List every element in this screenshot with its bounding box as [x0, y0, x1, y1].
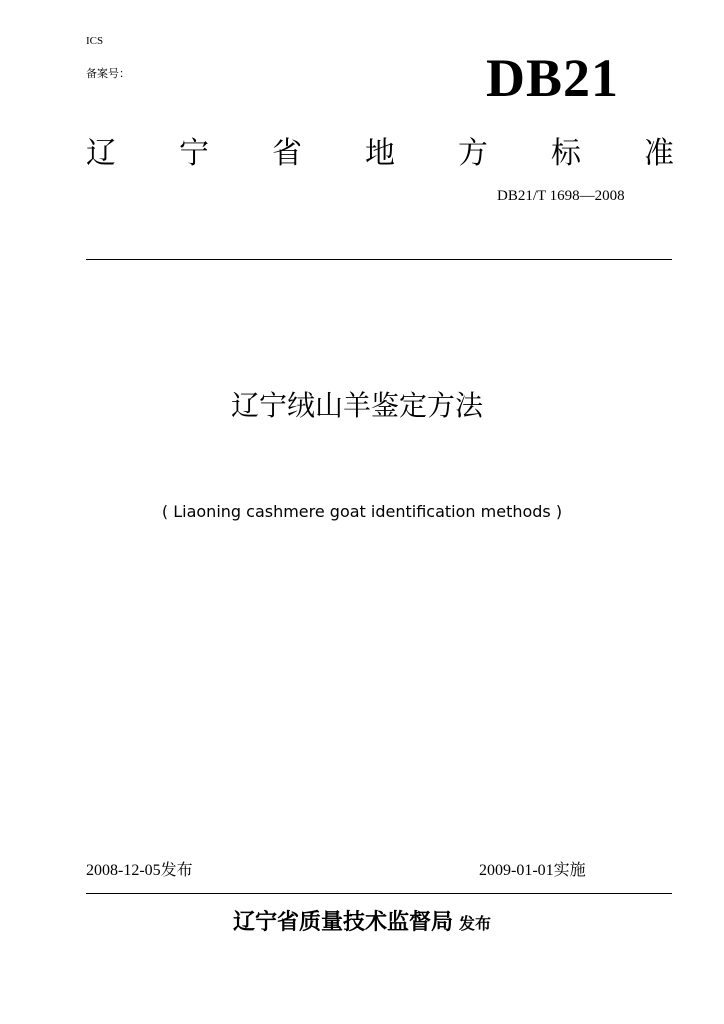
standard-title-char: 辽: [86, 136, 116, 171]
standard-title-char: 省: [272, 136, 302, 171]
publish-date-value: 2008-12-05: [86, 862, 161, 879]
ics-label: ICS: [86, 35, 104, 47]
db-code: DB21: [486, 48, 620, 108]
standard-title-char: 准: [644, 136, 674, 171]
effective-label: 实施: [553, 860, 586, 879]
standard-number: DB21/T 1698—2008: [497, 188, 625, 204]
standard-title-char: 宁: [179, 136, 209, 171]
standard-title-char: 方: [458, 136, 488, 171]
document-title-zh: [0, 388, 724, 424]
top-divider: [86, 259, 672, 260]
issuer-name: 辽宁省质量技术监督局: [232, 910, 453, 935]
effective-date: [479, 857, 586, 880]
document-title-en: ( Liaoning cashmere goat identification methods ): [161, 502, 563, 521]
publish-label: 发布: [160, 860, 193, 879]
standard-type-title: [86, 136, 674, 172]
effective-date-value: 2009-01-01: [479, 862, 554, 879]
document-title-text: 辽宁绒山羊鉴定方法: [230, 389, 483, 422]
issuer: [0, 908, 724, 939]
record-number-label: 备案号：: [86, 67, 130, 80]
issuer-action: 发布: [459, 914, 492, 933]
bottom-divider: [86, 893, 672, 894]
standard-title-char: 标: [551, 136, 581, 171]
publish-date: [86, 857, 193, 880]
standard-title-char: 地: [365, 136, 395, 171]
